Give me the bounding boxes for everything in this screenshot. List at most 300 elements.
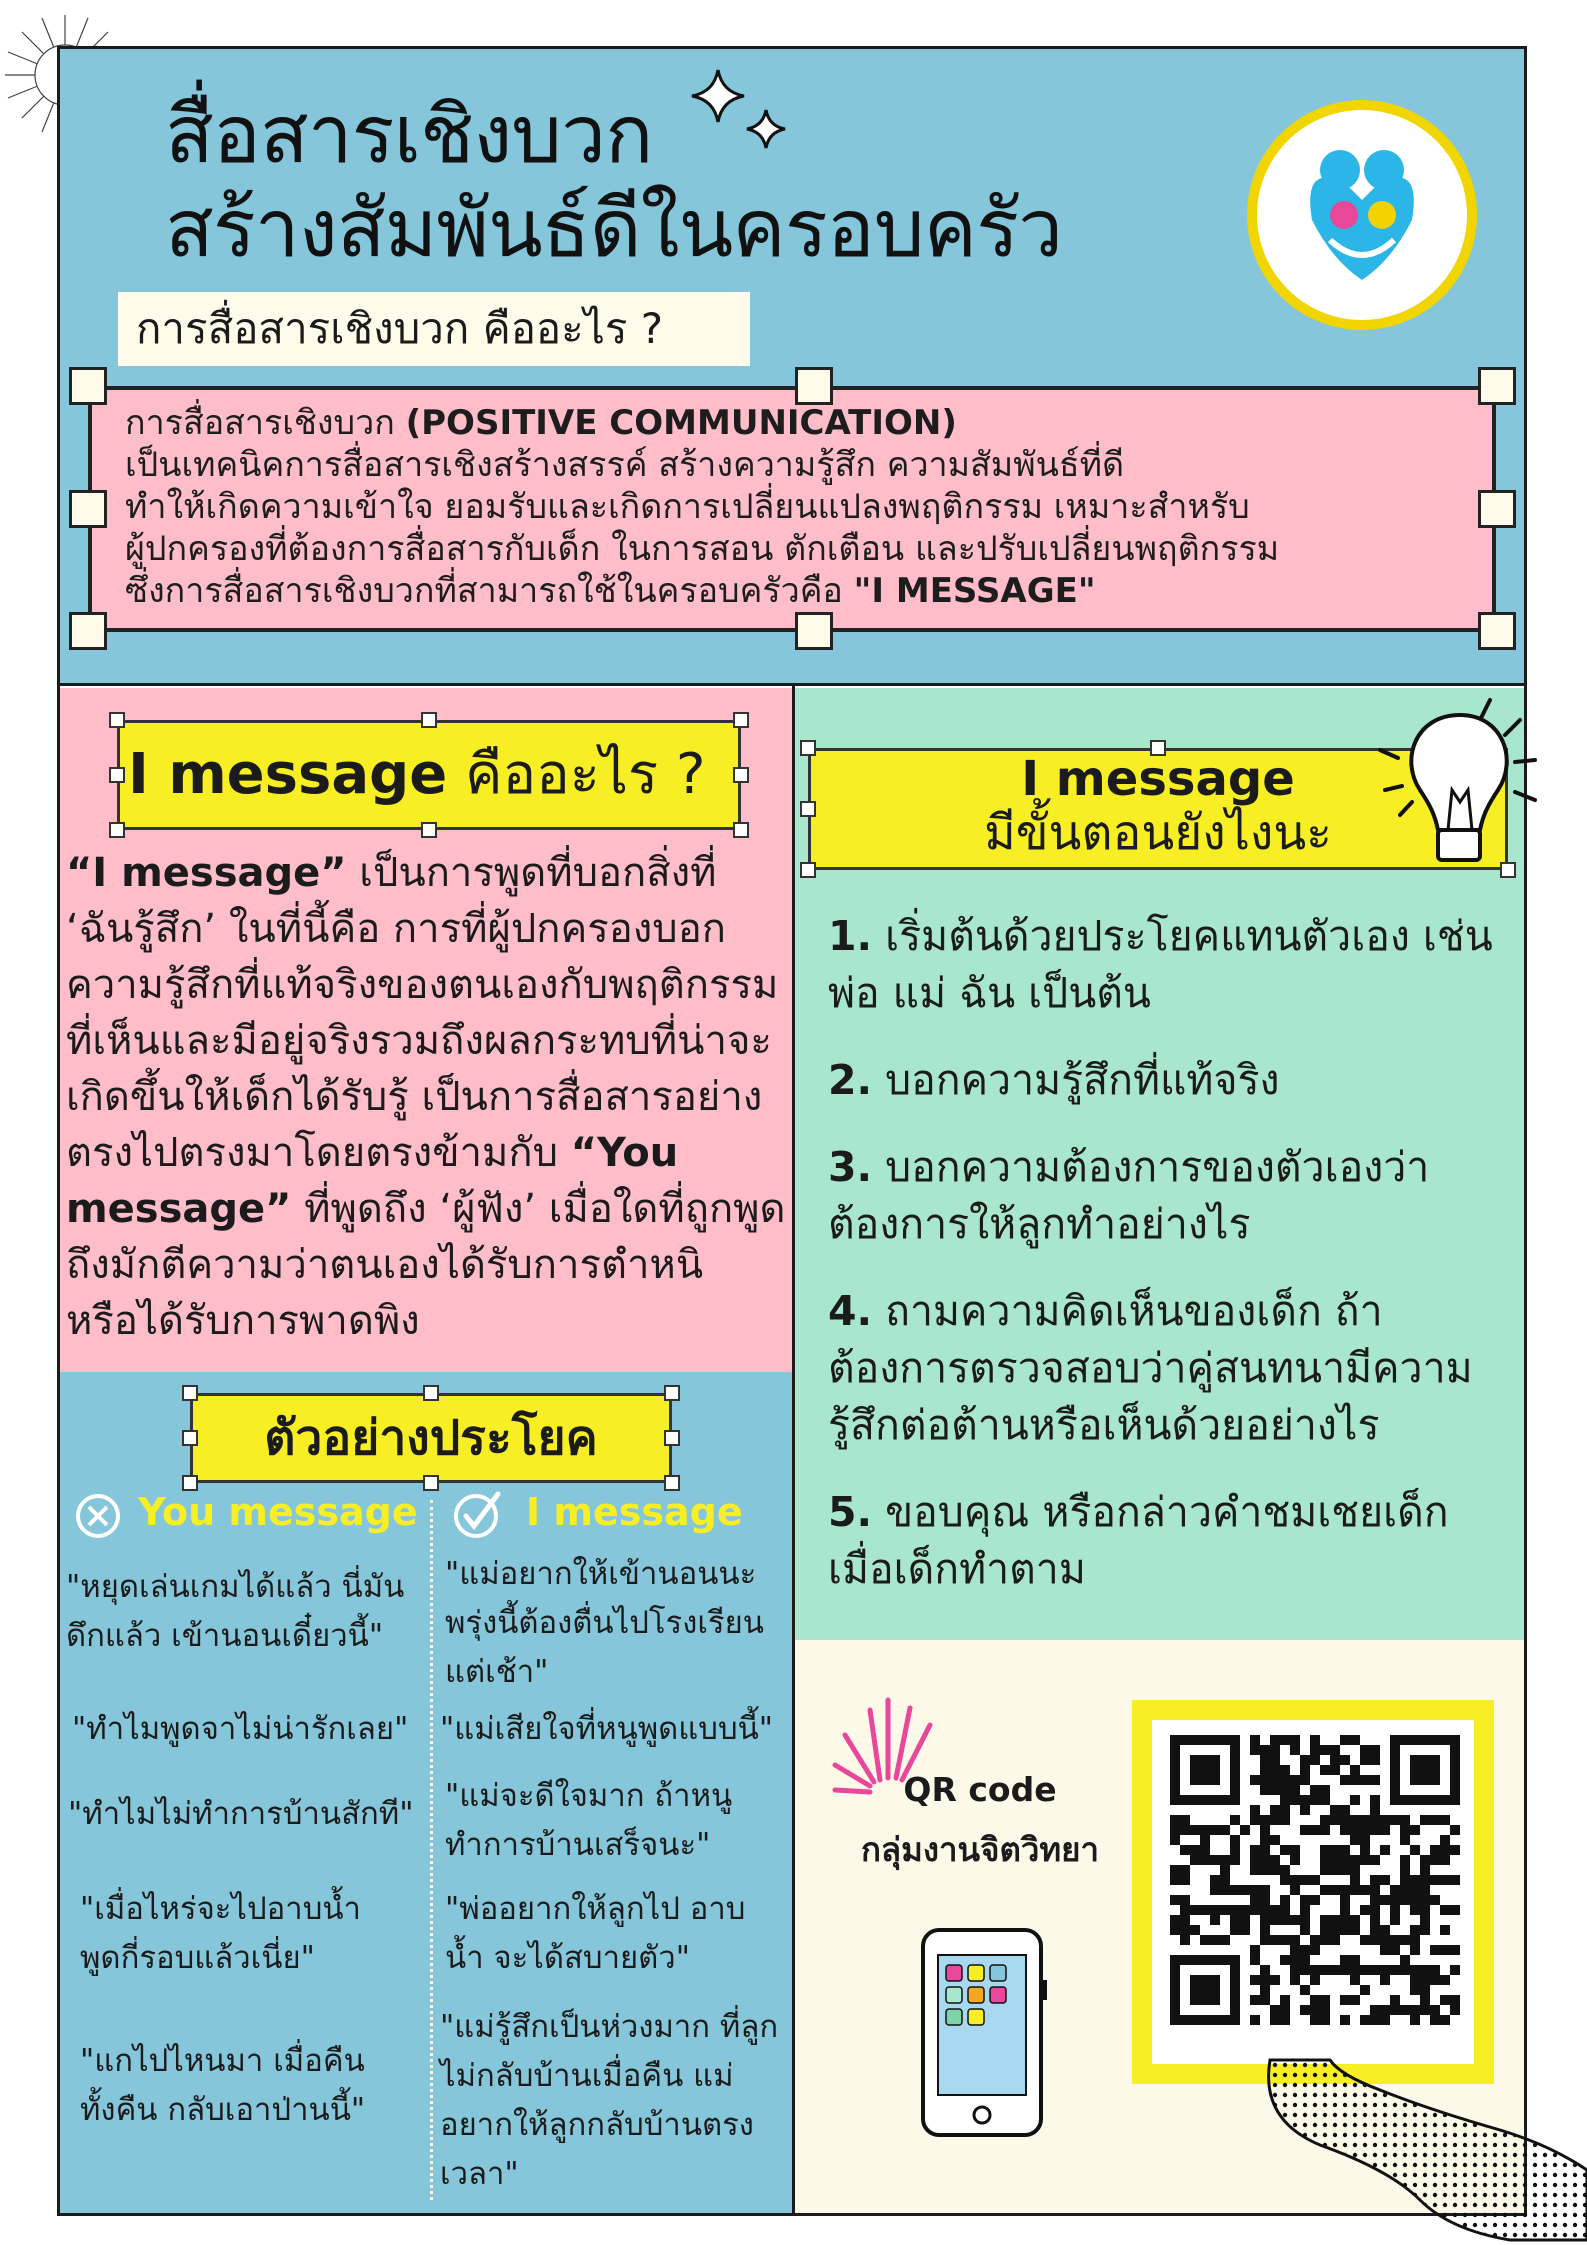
qr-module [1190, 1905, 1200, 1915]
step-text: บอกความต้องการของตัวเองว่า ต้องการให้ลูกทำอย่างไร [828, 1143, 1430, 1248]
selection-handle [109, 767, 125, 783]
qr-module [1420, 1995, 1430, 2005]
qr-module [1320, 1865, 1330, 1875]
qr-module [1400, 1835, 1410, 1845]
qr-module [1270, 1805, 1280, 1815]
qr-module [1320, 2015, 1330, 2025]
qr-module [1450, 1845, 1460, 1855]
qr-module [1300, 1825, 1310, 1835]
step-number: 1. [828, 912, 873, 960]
qr-module [1420, 1815, 1430, 1825]
qr-module [1250, 1845, 1260, 1855]
qr-module [1410, 1885, 1420, 1895]
qr-module [1450, 2005, 1460, 2015]
qr-module [1300, 1775, 1310, 1785]
qr-module [1280, 1955, 1290, 1965]
qr-module [1390, 1945, 1400, 1955]
qr-module [1320, 1965, 1330, 1975]
qr-module [1260, 1855, 1270, 1865]
qr-module [1280, 1845, 1290, 1855]
qr-module [1380, 1965, 1390, 1975]
qr-module [1370, 1805, 1380, 1815]
steps-heading-line-2: มีขั้นตอนยังไงนะ [984, 805, 1332, 861]
qr-module [1300, 1955, 1310, 1965]
qr-module [1360, 1965, 1370, 1975]
qr-module [1320, 1855, 1330, 1865]
selection-handle [795, 367, 833, 405]
qr-module [1440, 1815, 1450, 1825]
qr-module [1350, 1865, 1360, 1875]
qr-module [1420, 1865, 1430, 1875]
qr-module [1340, 1995, 1350, 2005]
step-number: 5. [828, 1488, 873, 1536]
qr-module [1330, 1755, 1340, 1765]
qr-module [1440, 1855, 1450, 1865]
selection-handle [664, 1475, 680, 1491]
cross-circle-icon [74, 1492, 122, 1540]
selection-handle [733, 767, 749, 783]
qr-module [1250, 1895, 1260, 1905]
qr-module [1310, 1745, 1320, 1755]
qr-module [1280, 1805, 1290, 1815]
qr-module [1200, 1935, 1210, 1945]
qr-module [1400, 1955, 1410, 1965]
qr-module [1300, 1925, 1310, 1935]
qr-module [1320, 1815, 1330, 1825]
qr-module [1180, 1825, 1190, 1835]
qr-module [1210, 1825, 1220, 1835]
qr-module [1270, 1855, 1280, 1865]
qr-module [1310, 2015, 1320, 2025]
smartphone-icon [918, 1925, 1048, 2145]
step-number: 3. [828, 1143, 873, 1191]
qr-module [1390, 1905, 1400, 1915]
qr-module [1180, 1815, 1190, 1825]
qr-module [1300, 1915, 1310, 1925]
qr-module [1410, 1895, 1420, 1905]
qr-module [1380, 1945, 1390, 1955]
qr-module [1370, 1915, 1380, 1925]
qr-module [1270, 1775, 1280, 1785]
selection-handle [733, 822, 749, 838]
qr-module [1250, 1905, 1260, 1915]
i-message-example: "แม่จะดีใจมาก ถ้าหนูทำการบ้านเสร็จนะ" [445, 1778, 733, 1863]
qr-module [1260, 1835, 1270, 1845]
qr-module [1250, 1885, 1260, 1895]
qr-module [1350, 1875, 1360, 1885]
qr-module [1380, 1975, 1390, 1985]
selection-handle [1478, 612, 1516, 650]
selection-handle [182, 1385, 198, 1401]
qr-module [1320, 1925, 1330, 1935]
qr-module [1360, 1935, 1370, 1945]
selection-handle [800, 862, 816, 878]
qr-module [1240, 1915, 1250, 1925]
step-text: เริ่มต้นด้วยประโยคแทนตัวเอง เช่น พ่อ แม่ ฉัน เป็นต้น [828, 912, 1493, 1017]
qr-module [1330, 1965, 1340, 1975]
qr-module [1390, 1935, 1400, 1945]
qr-module [1360, 1885, 1370, 1895]
qr-module [1240, 1925, 1250, 1935]
qr-module [1290, 1975, 1300, 1985]
qr-module [1340, 1895, 1350, 1905]
qr-module [1270, 1785, 1280, 1795]
qr-module [1300, 1985, 1310, 1995]
qr-module [1260, 1825, 1270, 1835]
qr-module [1380, 1935, 1390, 1945]
qr-label-title: QR code [903, 1770, 1057, 1809]
imessage-def-term: “I message” [66, 850, 347, 896]
qr-module [1220, 1885, 1230, 1895]
qr-module [1340, 1965, 1350, 1975]
qr-module [1270, 1915, 1280, 1925]
qr-module [1280, 1735, 1290, 1745]
qr-module [1260, 1935, 1270, 1945]
qr-module [1290, 1875, 1300, 1885]
qr-module [1190, 1845, 1200, 1855]
qr-module [1400, 1875, 1410, 1885]
qr-module [1430, 1815, 1440, 1825]
you-message-example: "ทำไมพูดจาไม่น่ารักเลย" [72, 1711, 409, 1747]
qr-module [1430, 1845, 1440, 1855]
qr-module [1340, 1905, 1350, 1915]
qr-module [1210, 1885, 1220, 1895]
qr-module [1360, 1755, 1370, 1765]
qr-module [1300, 1965, 1310, 1975]
qr-module [1290, 1775, 1300, 1785]
qr-module [1370, 1905, 1380, 1915]
qr-module [1410, 1905, 1420, 1915]
qr-module [1270, 2015, 1280, 2025]
qr-module [1180, 1905, 1190, 1915]
qr-module [1170, 1875, 1180, 1885]
qr-module [1250, 1805, 1260, 1815]
step-number: 4. [828, 1287, 873, 1335]
qr-module [1310, 1825, 1320, 1835]
qr-module [1200, 1845, 1210, 1855]
qr-module [1260, 1975, 1270, 1985]
qr-module [1220, 1865, 1230, 1875]
qr-module [1440, 1875, 1450, 1885]
qr-module [1340, 1855, 1350, 1865]
step-number: 2. [828, 1056, 873, 1104]
selection-handle [423, 1475, 439, 1491]
qr-module [1430, 2015, 1440, 2025]
qr-module [1310, 1755, 1320, 1765]
qr-module [1380, 1875, 1390, 1885]
qr-module [1320, 1845, 1330, 1855]
qr-module [1260, 1775, 1270, 1785]
qr-module [1410, 1875, 1420, 1885]
qr-module [1220, 1875, 1230, 1885]
selection-handle [1478, 367, 1516, 405]
qr-module [1280, 2005, 1290, 2015]
definition-text [125, 402, 1485, 612]
qr-module [1440, 1975, 1450, 1985]
qr-module [1260, 1915, 1270, 1925]
qr-module [1420, 1965, 1430, 1975]
qr-module [1350, 1815, 1360, 1825]
qr-module [1450, 1905, 1460, 1915]
selection-handle [664, 1385, 680, 1401]
qr-module [1400, 1815, 1410, 1825]
qr-module [1230, 1885, 1240, 1895]
qr-module [1320, 1745, 1330, 1755]
imessage-def-heading-term: I message [128, 742, 448, 807]
qr-module [1380, 1815, 1390, 1825]
qr-module [1450, 1825, 1460, 1835]
qr-module [1260, 1845, 1270, 1855]
qr-module [1350, 1825, 1360, 1835]
qr-module [1270, 1835, 1280, 1845]
qr-module [1170, 1915, 1180, 1925]
qr-module [1250, 1815, 1260, 1825]
selection-handle [795, 612, 833, 650]
qr-module [1400, 1865, 1410, 1875]
qr-module [1420, 1985, 1430, 1995]
qr-module [1440, 1905, 1450, 1915]
qr-module [1330, 1915, 1340, 1925]
qr-module [1200, 1835, 1210, 1845]
qr-module [1250, 1855, 1260, 1865]
qr-module [1230, 1845, 1240, 1855]
qr-module [1290, 1845, 1300, 1855]
qr-module [1350, 1855, 1360, 1865]
i-message-example: "พ่ออยากให้ลูกไป อาบน้ำ จะได้สบายตัว" [445, 1891, 746, 1976]
definition-question: การสื่อสารเชิงบวก คืออะไร ? [118, 292, 750, 366]
qr-module [1180, 1925, 1190, 1935]
qr-module [1370, 1775, 1380, 1785]
qr-module [1390, 1995, 1400, 2005]
qr-module [1430, 1875, 1440, 1885]
qr-module [1270, 1815, 1280, 1825]
qr-module [1260, 1895, 1270, 1905]
selection-handle [69, 612, 107, 650]
qr-module [1410, 2005, 1420, 2015]
qr-module [1170, 1835, 1180, 1845]
selection-handle [109, 712, 125, 728]
qr-module [1440, 1845, 1450, 1855]
qr-module [1260, 1755, 1270, 1765]
qr-module [1280, 2015, 1290, 2025]
qr-module [1330, 1815, 1340, 1825]
qr-module [1400, 1965, 1410, 1975]
title-line-2: สร้างสัมพันธ์ดีในครอบครัว [165, 182, 1063, 275]
qr-module [1450, 1995, 1460, 2005]
qr-module [1330, 1885, 1340, 1895]
qr-module [1360, 1855, 1370, 1865]
step-text: บอกความรู้สึกที่แท้จริง [872, 1056, 1280, 1104]
imessage-def-heading-question: คืออะไร ? [447, 742, 706, 807]
qr-module [1230, 1905, 1240, 1915]
qr-module [1430, 1895, 1440, 1905]
selection-handle [733, 712, 749, 728]
qr-module [1400, 1895, 1410, 1905]
qr-module [1370, 1855, 1380, 1865]
qr-module [1400, 1885, 1410, 1895]
qr-module [1410, 1945, 1420, 1955]
check-circle-icon [452, 1488, 506, 1542]
step-item [828, 1139, 1508, 1253]
qr-module [1330, 1925, 1340, 1935]
qr-module [1340, 1865, 1350, 1875]
qr-module [1170, 1825, 1180, 1835]
qr-module [1410, 1845, 1420, 1855]
qr-module [1290, 1885, 1300, 1895]
decorative-squiggle [1260, 2050, 1587, 2245]
qr-module [1300, 1905, 1310, 1915]
qr-module [1410, 1925, 1420, 1935]
qr-module [1360, 1905, 1370, 1915]
qr-module [1340, 1825, 1350, 1835]
you-message-example: "หยุดเล่นเกมได้แล้ว นี่มันดึกแล้ว เข้านอนเดี๋ยวนี้" [66, 1569, 405, 1654]
page-title [165, 88, 1062, 276]
qr-module [1350, 1975, 1360, 1985]
qr-module [1340, 2015, 1350, 2025]
selection-handle [421, 822, 437, 838]
qr-module [1360, 1835, 1370, 1845]
qr-module [1180, 1875, 1190, 1885]
qr-module [1190, 1925, 1200, 1935]
qr-module [1370, 2015, 1380, 2025]
qr-module [1380, 1895, 1390, 1905]
qr-module [1290, 1965, 1300, 1975]
qr-module [1280, 1995, 1290, 2005]
qr-module [1310, 1735, 1320, 1745]
qr-module [1270, 1905, 1280, 1915]
i-message-example: "แม่เสียใจที่หนูพูดแบบนี้" [440, 1711, 774, 1747]
qr-module [1420, 2005, 1430, 2015]
qr-module [1260, 1785, 1270, 1795]
qr-module [1410, 2015, 1420, 2025]
qr-module [1360, 1775, 1370, 1785]
sparkle-icon [688, 62, 798, 162]
qr-module [1370, 1895, 1380, 1905]
step-item [828, 1052, 1508, 1109]
qr-module [1340, 1775, 1350, 1785]
qr-module [1310, 1975, 1320, 1985]
qr-module [1350, 1795, 1360, 1805]
qr-module [1250, 1975, 1260, 1985]
qr-module [1300, 1755, 1310, 1765]
step-item [828, 1484, 1508, 1598]
qr-module [1350, 1965, 1360, 1975]
qr-module [1380, 2015, 1390, 2025]
qr-module [1280, 1815, 1290, 1825]
qr-label-subtitle: กลุ่มงานจิตวิทยา [860, 1830, 1100, 1869]
steps-list [828, 908, 1508, 1628]
you-message-example: "ทำไมไม่ทำการบ้านสักที" [68, 1796, 414, 1832]
qr-module [1450, 1965, 1460, 1975]
qr-module [1260, 1925, 1270, 1935]
qr-module [1420, 1925, 1430, 1935]
qr-module [1310, 1895, 1320, 1905]
qr-module [1310, 1965, 1320, 1975]
qr-module [1190, 1825, 1200, 1835]
qr-module [1250, 1955, 1260, 1965]
qr-module [1240, 1905, 1250, 1915]
qr-module [1350, 1885, 1360, 1895]
qr-module [1380, 2005, 1390, 2015]
qr-module [1300, 1895, 1310, 1905]
qr-module [1170, 1815, 1180, 1825]
qr-module [1370, 1825, 1380, 1835]
qr-module [1330, 1935, 1340, 1945]
qr-module [1320, 1995, 1330, 2005]
qr-module [1280, 1775, 1290, 1785]
qr-module [1420, 1875, 1430, 1885]
lightbulb-icon [1370, 690, 1540, 880]
qr-module [1350, 1995, 1360, 2005]
i-message-label: I message [526, 1490, 743, 1534]
qr-module [1170, 1925, 1180, 1935]
qr-module [1280, 1875, 1290, 1885]
qr-module [1430, 1965, 1440, 1975]
imessage-def-paragraph [66, 845, 786, 1349]
qr-module [1440, 1925, 1450, 1935]
qr-module [1450, 1945, 1460, 1955]
step-text: ขอบคุณ หรือกล่าวคำชมเชยเด็ก เมื่อเด็กทำตาม [828, 1488, 1449, 1593]
qr-module [1220, 1935, 1230, 1945]
qr-module [1320, 1825, 1330, 1835]
qr-module [1270, 1745, 1280, 1755]
qr-module [1320, 1885, 1330, 1895]
qr-module [1210, 1915, 1220, 1925]
qr-module [1420, 1975, 1430, 1985]
qr-module [1430, 1945, 1440, 1955]
qr-module [1340, 1925, 1350, 1935]
qr-module [1320, 2005, 1330, 2015]
qr-module [1180, 1845, 1190, 1855]
qr-module [1330, 1745, 1340, 1755]
definition-text-line: เป็นเทคนิคการสื่อสารเชิงสร้างสรรค์ สร้างความรู้สึก ความสัมพันธ์ที่ดี [125, 445, 1125, 485]
selection-handle [69, 367, 107, 405]
qr-module [1390, 1815, 1400, 1825]
definition-text-line: ผู้ปกครองที่ต้องการสื่อสารกับเด็ก ในการสอน ตักเตือน และปรับเปลี่ยนพฤติกรรม [125, 529, 1280, 569]
qr-module [1390, 1965, 1400, 1975]
qr-module [1340, 1815, 1350, 1825]
qr-module [1410, 1935, 1420, 1945]
qr-module [1430, 1855, 1440, 1865]
qr-module [1330, 1865, 1340, 1875]
qr-module [1280, 1795, 1290, 1805]
qr-module [1250, 1945, 1260, 1955]
you-message-term: “You message” [66, 1130, 679, 1232]
qr-module [1200, 1855, 1210, 1865]
qr-module [1350, 1735, 1360, 1745]
step-item [828, 1283, 1508, 1454]
institute-logo [1232, 100, 1492, 330]
qr-module [1270, 2005, 1280, 2015]
qr-module [1230, 1915, 1240, 1925]
qr-module [1260, 1815, 1270, 1825]
qr-module [1290, 1955, 1300, 1965]
imessage-def-text: เป็นการพูดที่บอกสิ่งที่ ‘ฉันรู้สึก’ ในที่นี้คือ การที่ผู้ปกครองบอกความรู้สึกที่แท้จริงของตนเองกับพฤติกรรมที่เห็นและมีอยู่จริงรวมถึงผลกระทบที่น่าจะเกิดขึ้นให้เด็กได้รับรู้ เป็นการสื่อสารอย่างตรงไปตรงมาโดยตรงข้ามกับ [66, 850, 779, 1176]
qr-module [1370, 1815, 1380, 1825]
qr-module [1250, 1735, 1260, 1745]
qr-module [1410, 1975, 1420, 1985]
qr-module [1210, 1935, 1220, 1945]
qr-module [1350, 1915, 1360, 1925]
qr-module [1310, 1995, 1320, 2005]
qr-module [1440, 1835, 1450, 1845]
qr-code[interactable] [1170, 1735, 1460, 2025]
qr-module [1200, 1905, 1210, 1915]
qr-module [1320, 1915, 1330, 1925]
selection-handle [423, 1385, 439, 1401]
i-message-example: "แม่อยากให้เข้านอนนะ พรุ่งนี้ต้องตื่นไปโรงเรียนแต่เช้า" [445, 1556, 764, 1690]
qr-module [1270, 1765, 1280, 1775]
